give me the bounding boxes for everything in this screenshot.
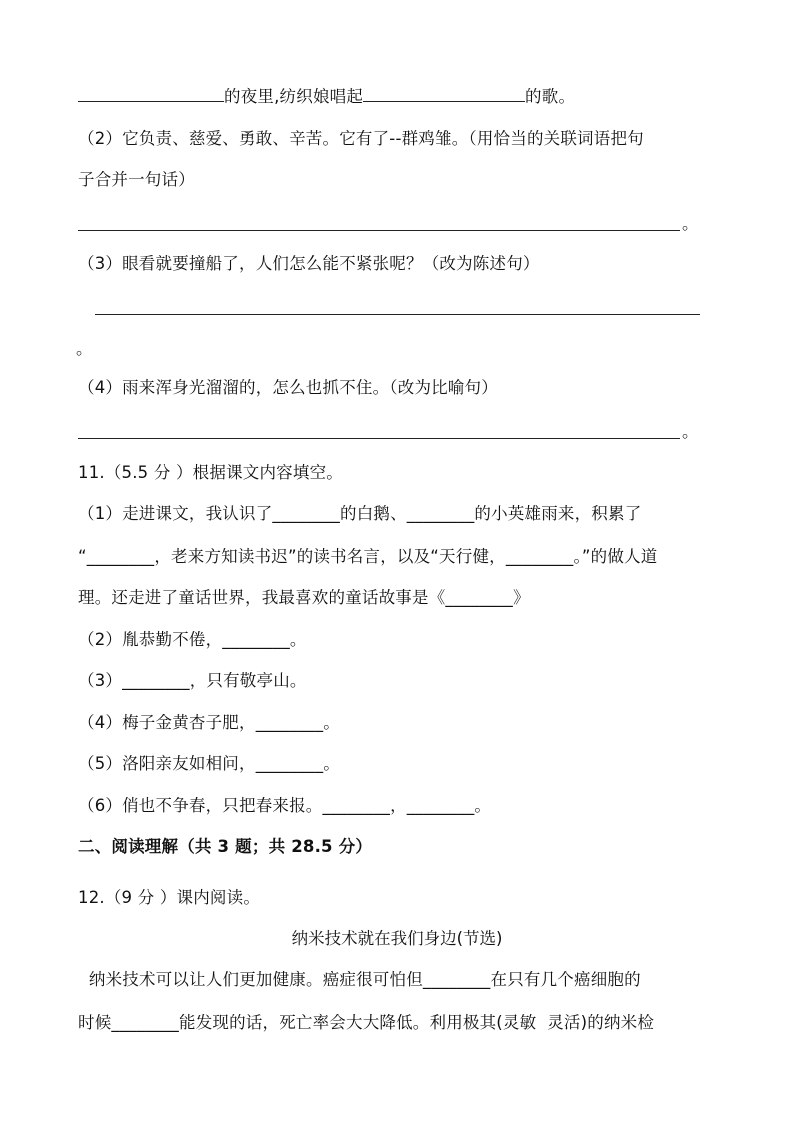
answer-line[interactable] xyxy=(78,438,680,439)
q10-line1-end: 的歌。 xyxy=(525,87,576,106)
q12-heading: 12.（9 分 ）课内阅读。 xyxy=(78,888,261,907)
q11-heading: 11.（5.5 分 ）根据课文内容填空。 xyxy=(78,463,343,482)
q10-line1-mid: 的夜里,纺织娘唱起 xyxy=(224,87,364,106)
passage-line1: 纳米技术可以让人们更加健康。癌症很可怕但________在只有几个癌细胞的 xyxy=(78,970,641,989)
passage-title: 纳米技术就在我们身边(节选) xyxy=(291,929,503,948)
q11-item2: （2）胤恭勤不倦，________。 xyxy=(78,630,307,649)
q11-item1-line1: （1）走进课文，我认识了________的白鹅、________的小英雄雨来，积累了 xyxy=(78,504,642,523)
answer-line[interactable] xyxy=(78,230,680,231)
q11-item5: （5）洛阳亲友如相问，________。 xyxy=(78,754,340,773)
q10-line1 xyxy=(78,86,575,108)
q10-item2-line1: （2）它负责、慈爱、勇敢、辛苦。它有了--群鸡雏。（用恰当的关联词语把句 xyxy=(78,129,644,148)
q10-item4: （4）雨来浑身光溜溜的，怎么也抓不住。（改为比喻句） xyxy=(78,378,498,397)
section-heading: 二、阅读理解（共 3 题；共 28.5 分） xyxy=(78,837,373,856)
answer-period: 。 xyxy=(682,214,699,233)
q11-item3: （3）________，只有敬亭山。 xyxy=(78,671,307,690)
q10-item2-line2: 子合并一句话） xyxy=(78,170,195,189)
q10-item3: （3）眼看就要撞船了，人们怎么能不紧张呢？（改为陈述句） xyxy=(78,254,540,273)
answer-period: 。 xyxy=(76,339,93,358)
q11-item1-line2: “________，老来方知读书迟”的读书名言，以及“天行健，________。”的做人道 xyxy=(78,547,658,566)
answer-line[interactable] xyxy=(95,314,700,315)
q11-item4: （4）梅子金黄杏子肥，________。 xyxy=(78,713,340,732)
answer-blank[interactable] xyxy=(363,86,525,102)
answer-blank[interactable] xyxy=(78,86,224,102)
q11-item1-line3: 理。还走进了童话世界，我最喜欢的童话故事是《________》 xyxy=(78,588,530,607)
answer-period: 。 xyxy=(682,422,699,441)
passage-line2: 时候________能发现的话，死亡率会大大降低。利用极其(灵敏 灵活)的纳米检 xyxy=(78,1013,655,1032)
q11-item6: （6）俏也不争春，只把春来报。________，________。 xyxy=(78,796,492,815)
